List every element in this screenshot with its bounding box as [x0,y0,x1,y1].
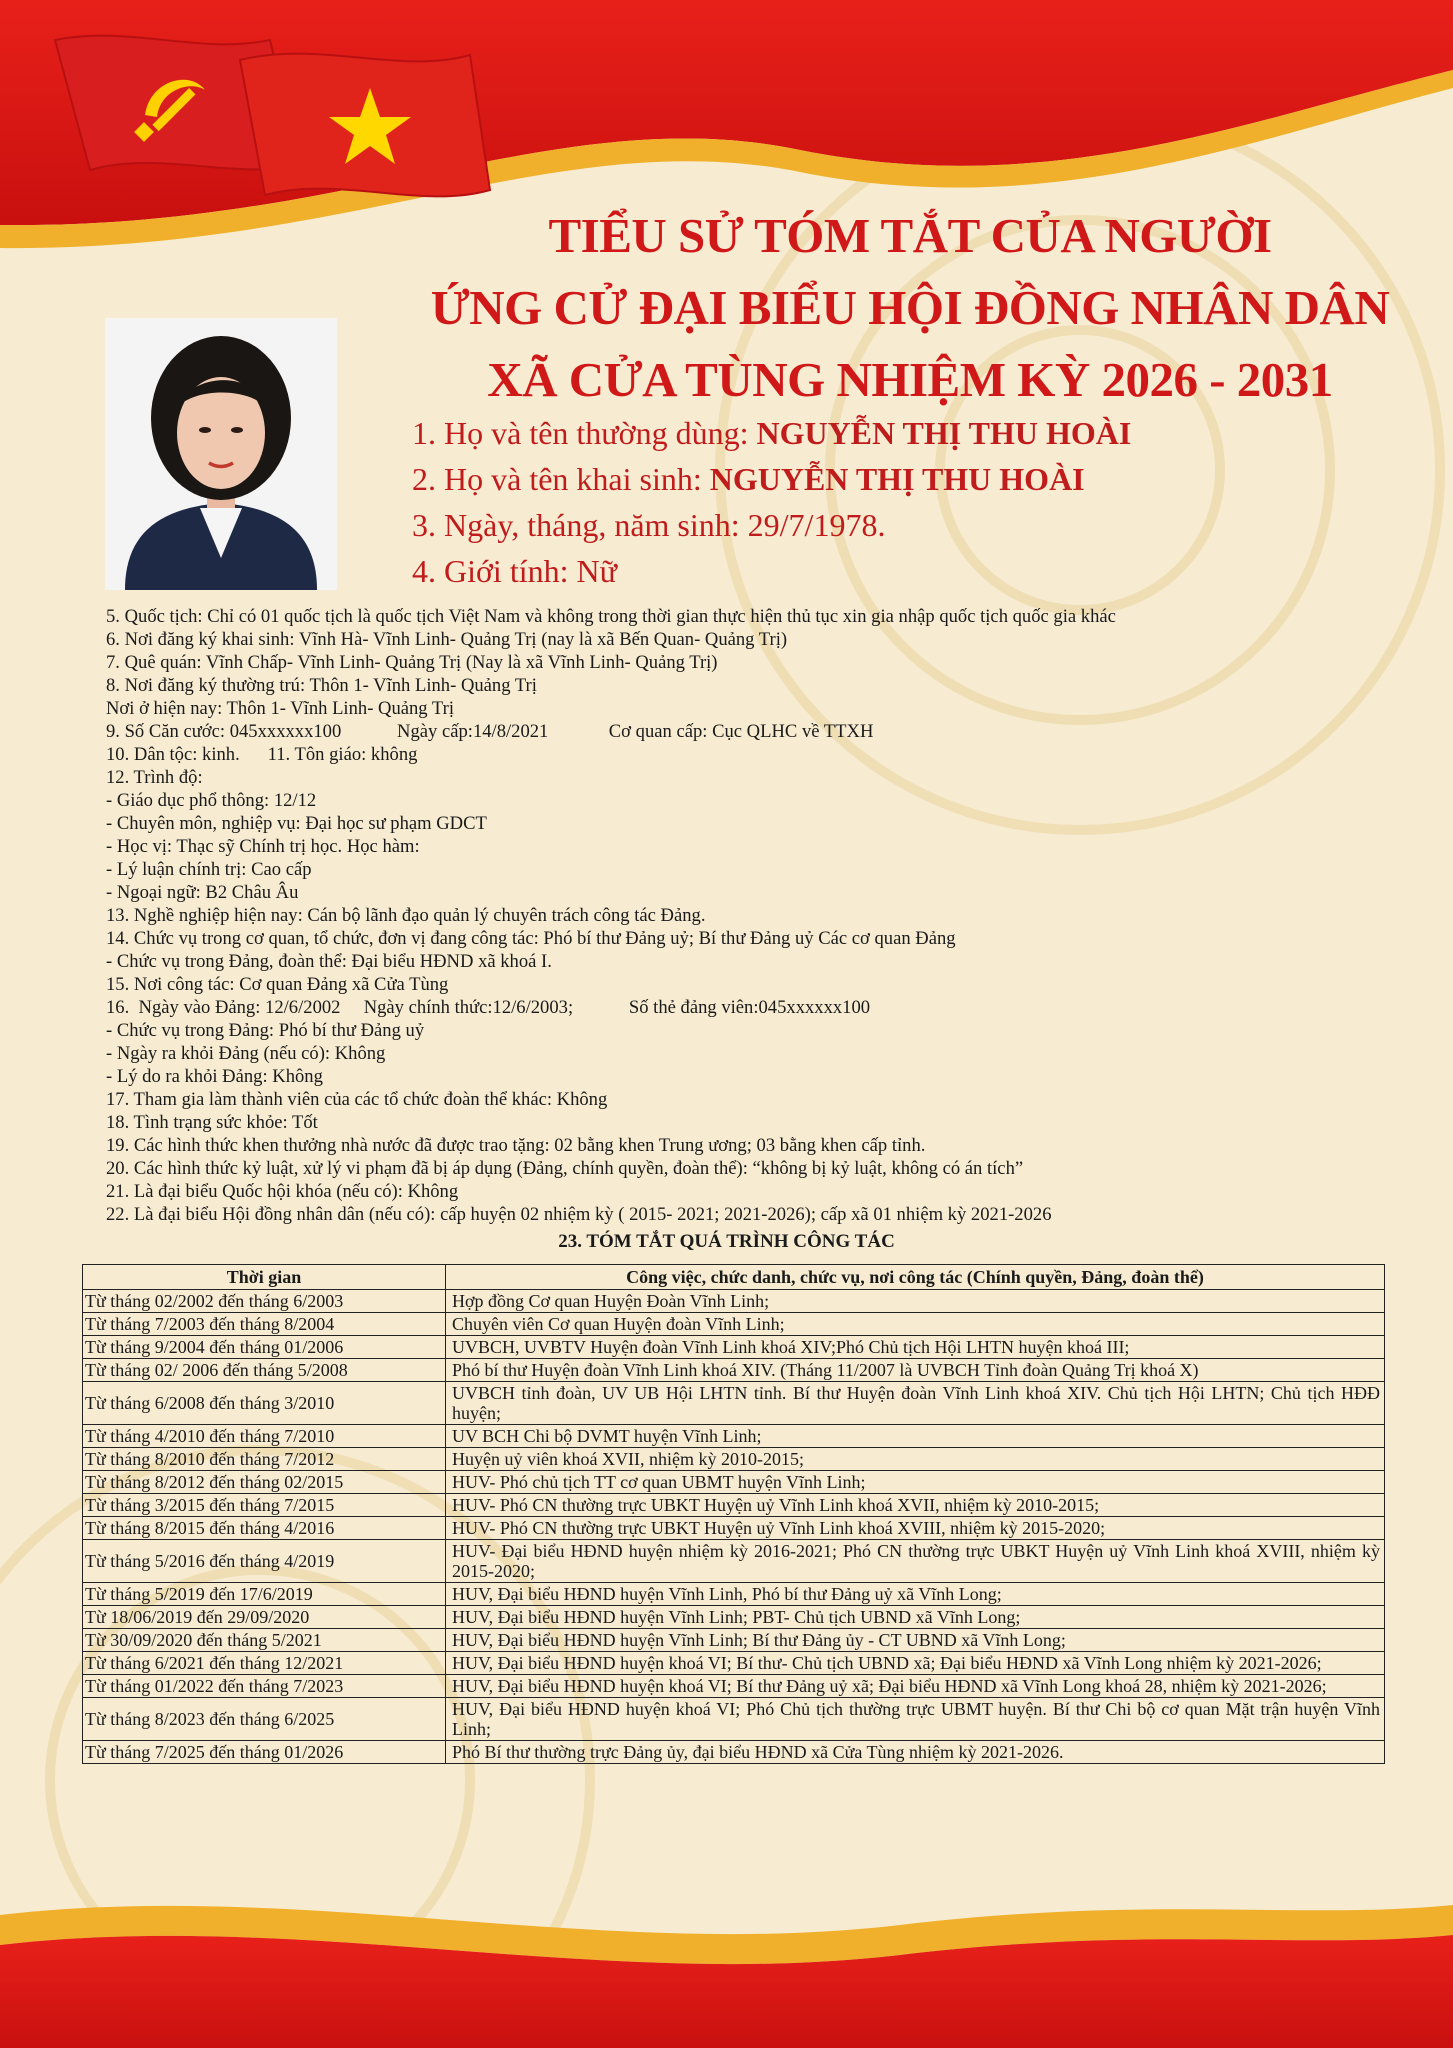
fact-line: 5. Quốc tịch: Chỉ có 01 quốc tịch là quốc tịch Việt Nam và không trong thời gian thực hiện thủ tục xin gia nhập quốc tịch quốc gia khác [106,606,1116,627]
cell-role: Chuyên viên Cơ quan Huyện đoàn Vĩnh Linh; [446,1313,1385,1336]
career-table [82,1264,1385,1764]
table-row [83,1494,1385,1517]
field-birth-name: 2. Họ và tên khai sinh: NGUYỄN THỊ THU HOÀI [412,461,1085,497]
fact-line: 18. Tình trạng sức khỏe: Tốt [106,1112,318,1133]
cell-period: Từ tháng 4/2010 đến tháng 7/2010 [83,1425,446,1448]
cell-role: HUV, Đại biểu HĐND huyện Vĩnh Linh; Bí thư Đảng ủy - CT UBND xã Vĩnh Long; [446,1629,1385,1652]
career-heading: 23. TÓM TẮT QUÁ TRÌNH CÔNG TÁC [558,1231,895,1252]
fact-line: 16. Ngày vào Đảng: 12/6/2002 Ngày chính thức:12/6/2003; Số thẻ đảng viên:045xxxxxx100 [106,997,871,1018]
cell-role: HUV, Đại biểu HĐND huyện khoá VI; Bí thư- Chủ tịch UBND xã; Đại biểu HĐND xã Vĩnh Long nhiệm kỳ 2021-2026; [446,1652,1385,1675]
cell-role: Phó Bí thư thường trực Đảng ủy, đại biểu HĐND xã Cửa Tùng nhiệm kỳ 2021-2026. [446,1741,1385,1764]
cell-period: Từ tháng 3/2015 đến tháng 7/2015 [83,1494,446,1517]
table-row [83,1290,1385,1313]
table-row [83,1517,1385,1540]
fact-line: - Lý luận chính trị: Cao cấp [106,859,312,880]
fact-line: 17. Tham gia làm thành viên của các tổ chức đoàn thể khác: Không [106,1089,608,1110]
fact-line: - Học vị: Thạc sỹ Chính trị học. Học hàm: [106,836,420,857]
table-row [83,1698,1385,1741]
fact-line: - Giáo dục phổ thông: 12/12 [106,790,317,811]
table-row [83,1741,1385,1764]
table-row [83,1540,1385,1583]
cell-role: Huyện uỷ viên khoá XVII, nhiệm kỳ 2010-2015; [446,1448,1385,1471]
field-common-name: 1. Họ và tên thường dùng: NGUYỄN THỊ THU HOÀI [412,415,1132,451]
table-header-row [83,1265,1385,1290]
cell-period: Từ tháng 8/2010 đến tháng 7/2012 [83,1448,446,1471]
fact-line: 12. Trình độ: [106,767,203,788]
cell-role: UV BCH Chi bộ DVMT huyện Vĩnh Linh; [446,1425,1385,1448]
cell-role: Hợp đồng Cơ quan Huyện Đoàn Vĩnh Linh; [446,1290,1385,1313]
header-role: Công việc, chức danh, chức vụ, nơi công tác (Chính quyền, Đảng, đoàn thể) [446,1265,1385,1290]
cell-period: Từ tháng 02/ 2006 đến tháng 5/2008 [83,1359,446,1382]
fact-line: 21. Là đại biểu Quốc hội khóa (nếu có): Không [106,1181,459,1202]
fact-line: - Lý do ra khỏi Đảng: Không [106,1066,323,1087]
table-row [83,1652,1385,1675]
candidate-portrait [105,318,337,590]
fact-line: 10. Dân tộc: kinh. 11. Tôn giáo: không [106,744,418,765]
cell-period: Từ tháng 6/2021 đến tháng 12/2021 [83,1652,446,1675]
cell-role: HUV- Phó CN thường trực UBKT Huyện uỷ Vĩnh Linh khoá XVIII, nhiệm kỳ 2015-2020; [446,1517,1385,1540]
table-row [83,1448,1385,1471]
table-row [83,1583,1385,1606]
title-line-2: ỨNG CỬ ĐẠI BIỂU HỘI ĐỒNG NHÂN DÂN [430,280,1390,335]
table-row [83,1359,1385,1382]
fact-line: - Chức vụ trong Đảng: Phó bí thư Đảng uỷ [106,1020,425,1041]
cell-period: Từ tháng 01/2022 đến tháng 7/2023 [83,1675,446,1698]
table-row [83,1629,1385,1652]
title-line-1: TIỂU SỬ TÓM TẮT CỦA NGƯỜI [548,208,1272,263]
table-row [83,1425,1385,1448]
header-fields [412,410,1131,594]
biography-facts [106,605,1436,1226]
fact-line: 6. Nơi đăng ký khai sinh: Vĩnh Hà- Vĩnh Linh- Quảng Trị (nay là xã Bến Quan- Quảng Trị) [106,629,788,650]
national-flag-icon [240,54,490,197]
fact-line: 22. Là đại biểu Hội đồng nhân dân (nếu có): cấp huyện 02 nhiệm kỳ ( 2015- 2021; 2021-2026); cấp xã 01 nhiệm kỳ 2021-2026 [106,1204,1052,1225]
field-gender: 4. Giới tính: Nữ [412,553,617,589]
table-row [83,1471,1385,1494]
fact-line: 14. Chức vụ trong cơ quan, tổ chức, đơn vị đang công tác: Phó bí thư Đảng uỷ; Bí thư Đảng uỷ Các cơ quan Đảng [106,928,956,949]
fact-line: Nơi ở hiện nay: Thôn 1- Vĩnh Linh- Quảng Trị [106,698,454,719]
table-row [83,1382,1385,1425]
fact-line: 19. Các hình thức khen thưởng nhà nước đã được trao tặng: 02 bằng khen Trung ương; 03 bằng khen cấp tỉnh. [106,1135,926,1156]
fact-line: - Chuyên môn, nghiệp vụ: Đại học sư phạm GDCT [106,813,487,834]
cell-period: Từ tháng 02/2002 đến tháng 6/2003 [83,1290,446,1313]
fact-line: 20. Các hình thức kỷ luật, xử lý vi phạm đã bị áp dụng (Đảng, chính quyền, đoàn thể): “không bị kỷ luật, không có án tích” [106,1158,1024,1179]
table-row [83,1606,1385,1629]
cell-period: Từ tháng 5/2016 đến tháng 4/2019 [83,1540,446,1583]
cell-role: HUV- Phó chủ tịch TT cơ quan UBMT huyện Vĩnh Linh; [446,1471,1385,1494]
fact-line: 15. Nơi công tác: Cơ quan Đảng xã Cửa Tùng [106,974,449,995]
cell-role: HUV- Phó CN thường trực UBKT Huyện uỷ Vĩnh Linh khoá XVII, nhiệm kỳ 2010-2015; [446,1494,1385,1517]
cell-role: HUV, Đại biểu HĐND huyện khoá VI; Phó Chủ tịch thường trực UBMT huyện. Bí thư Chi bộ cơ quan Mặt trận huyện Vĩnh Linh; [446,1698,1385,1741]
table-row [83,1336,1385,1359]
cell-period: Từ tháng 9/2004 đến tháng 01/2006 [83,1336,446,1359]
cell-period: Từ tháng 7/2025 đến tháng 01/2026 [83,1741,446,1764]
table-row [83,1313,1385,1336]
field-date-of-birth: 3. Ngày, tháng, năm sinh: 29/7/1978. [412,507,886,543]
cell-role: UVBCH tỉnh đoàn, UV UB Hội LHTN tỉnh. Bí thư Huyện đoàn Vĩnh Linh khoá XIV. Chủ tịch Hội LHTN; Chủ tịch HĐĐ huyện; [446,1382,1385,1425]
cell-role: HUV, Đại biểu HĐND huyện khoá VI; Bí thư Đảng uỷ xã; Đại biểu HĐND xã Vĩnh Long khoá 28, nhiệm kỳ 2021-2026; [446,1675,1385,1698]
fact-line: 8. Nơi đăng ký thường trú: Thôn 1- Vĩnh Linh- Quảng Trị [106,675,537,696]
cell-role: HUV, Đại biểu HĐND huyện Vĩnh Linh; PBT- Chủ tịch UBND xã Vĩnh Long; [446,1606,1385,1629]
cell-period: Từ 30/09/2020 đến tháng 5/2021 [83,1629,446,1652]
fact-line: 9. Số Căn cước: 045xxxxxx100 Ngày cấp:14/8/2021 Cơ quan cấp: Cục QLHC về TTXH [106,721,874,742]
cell-period: Từ 18/06/2019 đến 29/09/2020 [83,1606,446,1629]
cell-period: Từ tháng 5/2019 đến 17/6/2019 [83,1583,446,1606]
cell-period: Từ tháng 8/2023 đến tháng 6/2025 [83,1698,446,1741]
title-line-3: XÃ CỬA TÙNG NHIỆM KỲ 2026 - 2031 [487,352,1333,407]
cell-period: Từ tháng 7/2003 đến tháng 8/2004 [83,1313,446,1336]
cell-role: HUV- Đại biểu HĐND huyện nhiệm kỳ 2016-2021; Phó CN thường trực UBKT Huyện uỷ Vĩnh Linh khoá XVIII, nhiệm kỳ 2015-2020; [446,1540,1385,1583]
cell-period: Từ tháng 6/2008 đến tháng 3/2010 [83,1382,446,1425]
cell-period: Từ tháng 8/2012 đến tháng 02/2015 [83,1471,446,1494]
cell-role: HUV, Đại biểu HĐND huyện Vĩnh Linh, Phó bí thư Đảng uỷ xã Vĩnh Long; [446,1583,1385,1606]
fact-line: - Ngày ra khỏi Đảng (nếu có): Không [106,1043,386,1064]
fact-line: 13. Nghề nghiệp hiện nay: Cán bộ lãnh đạo quản lý chuyên trách công tác Đảng. [106,905,706,926]
header-period: Thời gian [83,1265,446,1290]
table-row [83,1675,1385,1698]
cell-role: UVBCH, UVBTV Huyện đoàn Vĩnh Linh khoá XIV;Phó Chủ tịch Hội LHTN huyện khoá III; [446,1336,1385,1359]
fact-line: 7. Quê quán: Vĩnh Chấp- Vĩnh Linh- Quảng Trị (Nay là xã Vĩnh Linh- Quảng Trị) [106,652,718,673]
document-title [380,200,1440,416]
cell-role: Phó bí thư Huyện đoàn Vĩnh Linh khoá XIV. (Tháng 11/2007 là UVBCH Tỉnh đoàn Quảng Trị khoá X) [446,1359,1385,1382]
fact-line: - Ngoại ngữ: B2 Châu Âu [106,882,299,903]
cell-period: Từ tháng 8/2015 đến tháng 4/2016 [83,1517,446,1540]
fact-line: - Chức vụ trong Đảng, đoàn thể: Đại biểu HĐND xã khoá I. [106,951,552,972]
